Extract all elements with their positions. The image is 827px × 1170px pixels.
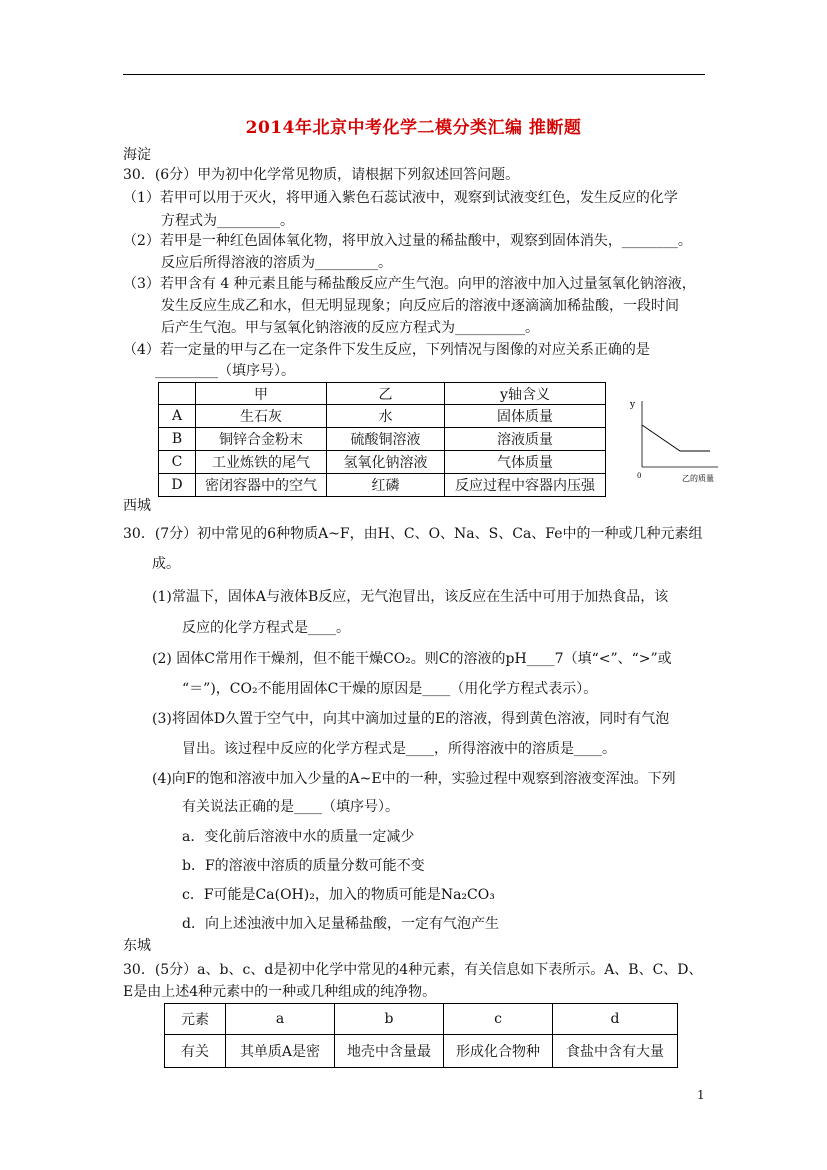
table-cell: 固体质量 (445, 405, 606, 428)
table-cell: 生石灰 (196, 405, 327, 428)
haidian-part4-line2: _________（填序号）。 (155, 363, 295, 379)
table-row (159, 451, 606, 474)
xicheng-part1-line2: 反应的化学方程式是____。 (182, 620, 350, 636)
xicheng-question-line2: 成。 (152, 556, 180, 572)
xicheng-part4-line2: 有关说法正确的是____（填序号）。 (182, 799, 399, 815)
table-cell: 元素 (165, 1004, 226, 1035)
table-cell: C (159, 451, 196, 474)
header-rule (123, 74, 705, 75)
section-haidian: 海淀 (123, 147, 151, 163)
table-cell: c (444, 1004, 553, 1035)
table-cell: y轴含义 (445, 383, 606, 405)
haidian-part1-line1: （1）若甲可以用于灭火，将甲通入紫色石蕊试液中，观察到试液变红色，发生反应的化学 (123, 190, 678, 206)
haidian-part3-line1: （3）若甲含有 4 种元素且能与稀盐酸反应产生气泡。向甲的溶液中加入过量氢氧化钠溶液， (123, 276, 696, 292)
table-cell: 铜锌合金粉末 (196, 428, 327, 451)
haidian-table (158, 382, 606, 497)
haidian-part3-line3: 后产生气泡。甲与氢氧化钠溶液的反应方程式为__________。 (161, 320, 539, 336)
table-row (159, 428, 606, 451)
xicheng-part4-line1: (4)向F的饱和溶液中加入少量的A~E中的一种，实验过程中观察到溶液变浑浊。下列 (152, 771, 676, 787)
table-cell: a (226, 1004, 335, 1035)
haidian-part2-line1: （2）若甲是一种红色固体氧化物，将甲放入过量的稀盐酸中，观察到固体消失，________。 (123, 233, 692, 249)
xicheng-part1-line1: (1)常温下，固体A与液体B反应，无气泡冒出，该反应在生活中可用于加热食品，该 (152, 589, 669, 605)
table-cell: 乙 (327, 383, 445, 405)
table-cell: 形成化合物种 (444, 1035, 553, 1068)
x-axis-label: 乙的质量 (682, 474, 714, 483)
table-cell: 密闭容器中的空气 (196, 474, 327, 497)
xicheng-part2-line1: (2) 固体C常用作干燥剂，但不能干燥CO₂。则C的溶液的pH____7（填“<”、“>”或 (152, 651, 672, 667)
table-cell: 反应过程中容器内压强 (445, 474, 606, 497)
table-cell: 有关 (165, 1035, 226, 1068)
table-cell: d (553, 1004, 678, 1035)
table-cell: 工业炼铁的尾气 (196, 451, 327, 474)
xicheng-option-b: b．F的溶液中溶质的质量分数可能不变 (182, 858, 425, 874)
table-cell: 水 (327, 405, 445, 428)
table-cell: 气体质量 (445, 451, 606, 474)
xicheng-part2-line2: “＝”)，CO₂不能用固体C干燥的原因是____（用化学方程式表示）。 (182, 681, 598, 697)
xicheng-question-line1: 30．(7分）初中常见的6种物质A~F，由H、C、O、Na、S、Ca、Fe中的一种或几种元素组 (123, 526, 703, 542)
xicheng-option-c: c．F可能是Ca(OH)₂，加入的物质可能是Na₂CO₃ (182, 887, 495, 903)
table-row (165, 1035, 678, 1068)
y-axis-label: y (630, 400, 636, 410)
dongcheng-question-line2: E是由上述4种元素中的一种或几种组成的纯净物。 (123, 984, 437, 1000)
haidian-part1-line2: 方程式为_________。 (161, 213, 294, 229)
table-cell: 硫酸铜溶液 (327, 428, 445, 451)
table-row (159, 405, 606, 428)
dongcheng-question-line1: 30．(5分）a、b、c、d是初中化学中常见的4种元素，有关信息如下表所示。A、B、C、D、 (123, 962, 703, 978)
table-cell: 红磷 (327, 474, 445, 497)
xicheng-part3-line1: (3)将固体D久置于空气中，向其中滴加过量的E的溶液，得到黄色溶液，同时有气泡 (152, 711, 670, 727)
origin-label: 0 (637, 472, 642, 480)
table-header-row (159, 383, 606, 405)
table-cell: 食盐中含有大量 (553, 1035, 678, 1068)
table-cell: B (159, 428, 196, 451)
section-xicheng: 西城 (123, 498, 151, 514)
xicheng-option-a: a．变化前后溶液中水的质量一定减少 (182, 829, 415, 845)
table-row (159, 474, 606, 497)
table-cell: 氢氧化钠溶液 (327, 451, 445, 474)
haidian-question: 30．(6分）甲为初中化学常见物质，请根据下列叙述回答问题。 (123, 167, 520, 183)
section-dongcheng: 东城 (123, 938, 151, 954)
doc-title: 2014年北京中考化学二模分类汇编 推断题 (245, 118, 582, 138)
table-cell: D (159, 474, 196, 497)
table-cell (159, 383, 196, 405)
page-number: 1 (697, 1088, 705, 1102)
haidian-part2-line2: 反应后所得溶液的溶质为_________。 (161, 255, 392, 271)
table-cell: A (159, 405, 196, 428)
haidian-part3-line2: 发生反应生成乙和水，但无明显现象；向反应后的溶液中逐滴滴加稀盐酸，一段时间 (161, 298, 679, 314)
table-cell: b (335, 1004, 444, 1035)
haidian-part4-line1: （4）若一定量的甲与乙在一定条件下发生反应，下列情况与图像的对应关系正确的是 (123, 342, 650, 358)
xicheng-option-d: d．向上述浊液中加入足量稀盐酸，一定有气泡产生 (182, 916, 499, 932)
table-header-row (165, 1004, 678, 1035)
schematic-graph (628, 395, 728, 487)
table-cell: 地壳中含量最 (335, 1035, 444, 1068)
table-cell: 溶液质量 (445, 428, 606, 451)
table-cell: 其单质A是密 (226, 1035, 335, 1068)
dongcheng-table (164, 1003, 678, 1068)
xicheng-part3-line2: 冒出。该过程中反应的化学方程式是____，所得溶液中的溶质是____。 (182, 741, 616, 757)
table-cell: 甲 (196, 383, 327, 405)
graph-curve (642, 425, 710, 451)
